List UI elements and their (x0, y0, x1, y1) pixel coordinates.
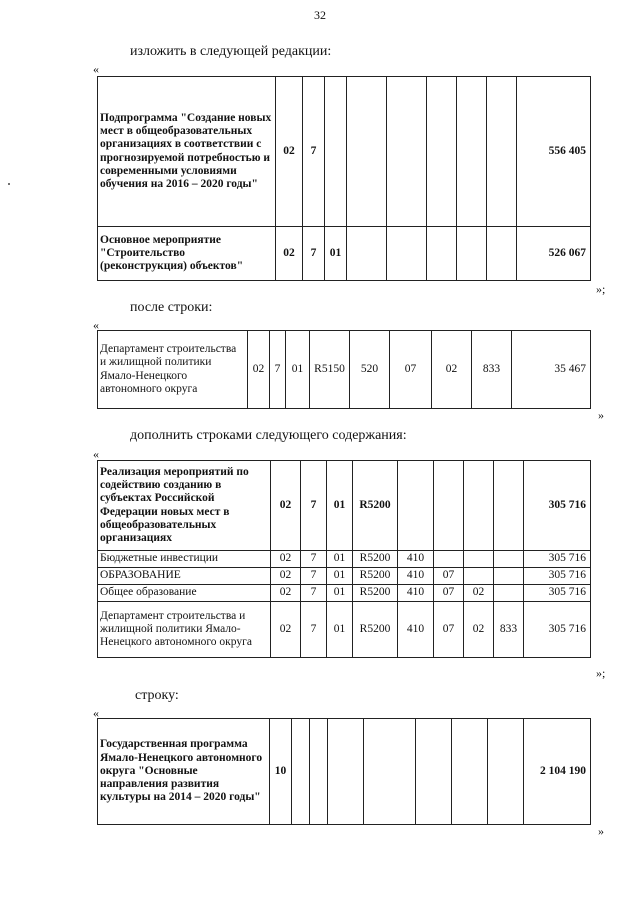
cell-code: 7 (301, 585, 327, 602)
cell-code (387, 77, 427, 227)
cell-code: 410 (398, 602, 434, 658)
page-number: 32 (314, 8, 326, 22)
cell-code: 07 (434, 568, 464, 585)
cell-code (464, 551, 494, 568)
cell-code: 7 (270, 331, 286, 409)
cell-code: 7 (303, 227, 325, 281)
cell-code (292, 719, 310, 825)
row-name: Бюджетные инвестиции (98, 551, 271, 568)
cell-code (494, 551, 524, 568)
cell-code (347, 77, 387, 227)
cell-code: 01 (286, 331, 310, 409)
cell-code: 833 (494, 602, 524, 658)
cell-amount: 556 405 (517, 77, 591, 227)
cell-code: R5200 (353, 461, 398, 551)
table-row (98, 602, 591, 658)
section2-table (97, 330, 591, 409)
section4-close-quote: » (598, 824, 604, 838)
section2-intro: после строки: (130, 300, 213, 315)
row-name: Департамент строительства и жилищной политики Ямало-Ненецкого автономного округа (98, 331, 248, 409)
cell-code (487, 227, 517, 281)
cell-code (398, 461, 434, 551)
section4-table (97, 718, 591, 825)
cell-code (427, 77, 457, 227)
cell-amount: 305 716 (524, 602, 591, 658)
cell-code: R5150 (310, 331, 350, 409)
section3-open-quote: « (93, 447, 99, 461)
cell-code (434, 551, 464, 568)
cell-code: 07 (434, 602, 464, 658)
cell-code (364, 719, 416, 825)
cell-code: 02 (271, 602, 301, 658)
cell-code: 02 (276, 227, 303, 281)
cell-code: 7 (301, 568, 327, 585)
cell-amount: 526 067 (517, 227, 591, 281)
row-name: Реализация мероприятий по содействию созданию в субъектах Российской Федерации новых мест в общеобразовательных организациях (98, 461, 271, 551)
cell-code: R5200 (353, 551, 398, 568)
cell-code: R5200 (353, 602, 398, 658)
row-name: Государственная программа Ямало-Ненецкого автономного округа "Основные направления развития культуры на 2014 – 2020 годы" (98, 719, 270, 825)
row-name: Основное мероприятие "Строительство (реконструкция) объектов" (98, 227, 276, 281)
cell-code: 02 (276, 77, 303, 227)
cell-amount: 305 716 (524, 461, 591, 551)
cell-code: 02 (271, 568, 301, 585)
cell-code (457, 77, 487, 227)
cell-code (494, 461, 524, 551)
cell-code: 01 (327, 585, 353, 602)
cell-amount: 305 716 (524, 585, 591, 602)
cell-amount: 305 716 (524, 551, 591, 568)
cell-code (347, 227, 387, 281)
cell-code (487, 77, 517, 227)
section2-open-quote: « (93, 318, 99, 332)
cell-code (452, 719, 488, 825)
table-row (98, 227, 591, 281)
table-row (98, 461, 591, 551)
cell-code (387, 227, 427, 281)
cell-code: 01 (327, 551, 353, 568)
cell-code: 02 (271, 551, 301, 568)
table-row (98, 568, 591, 585)
cell-code: 07 (434, 585, 464, 602)
section1-intro: изложить в следующей редакции: (130, 44, 332, 59)
cell-code (310, 719, 328, 825)
row-name: Департамент строительства и жилищной политики Ямало-Ненецкого автономного округа (98, 602, 271, 658)
cell-amount: 305 716 (524, 568, 591, 585)
section4-intro: строку: (135, 688, 179, 703)
cell-code: R5200 (353, 568, 398, 585)
cell-code: 02 (464, 602, 494, 658)
cell-code: 02 (271, 461, 301, 551)
scan-speck (8, 183, 10, 185)
cell-code (328, 719, 364, 825)
cell-code: 410 (398, 551, 434, 568)
section4-open-quote: « (93, 706, 99, 720)
row-name: Подпрограмма "Создание новых мест в общеобразовательных организациях в соответствии с прогнозируемой потребностью и современными условиями обучения на 2016 – 2020 годы" (98, 77, 276, 227)
cell-code (494, 568, 524, 585)
cell-code: 02 (464, 585, 494, 602)
cell-code: R5200 (353, 585, 398, 602)
table-row (98, 77, 591, 227)
cell-code (464, 568, 494, 585)
section3-table (97, 460, 591, 658)
cell-code (464, 461, 494, 551)
section3-close-quote: »; (596, 666, 606, 680)
section2-close-quote: » (598, 408, 604, 422)
table-row (98, 331, 591, 409)
table-row (98, 719, 591, 825)
cell-code: 02 (248, 331, 270, 409)
cell-code (457, 227, 487, 281)
cell-code: 7 (303, 77, 325, 227)
cell-code: 02 (432, 331, 472, 409)
cell-code (325, 77, 347, 227)
section3-intro: дополнить строками следующего содержания: (130, 428, 407, 443)
cell-code: 7 (301, 551, 327, 568)
cell-code (427, 227, 457, 281)
row-name: Общее образование (98, 585, 271, 602)
section1-open-quote: « (93, 62, 99, 76)
cell-code: 02 (271, 585, 301, 602)
cell-code (494, 585, 524, 602)
cell-code: 7 (301, 602, 327, 658)
section1-table (97, 76, 591, 281)
cell-code: 10 (270, 719, 292, 825)
cell-code: 520 (350, 331, 390, 409)
cell-code (416, 719, 452, 825)
cell-code: 07 (390, 331, 432, 409)
cell-code: 01 (327, 461, 353, 551)
cell-amount: 2 104 190 (524, 719, 591, 825)
cell-code (488, 719, 524, 825)
table-row (98, 585, 591, 602)
section1-close-quote: »; (596, 282, 606, 296)
cell-code: 410 (398, 585, 434, 602)
cell-code: 410 (398, 568, 434, 585)
cell-code (434, 461, 464, 551)
row-name: ОБРАЗОВАНИЕ (98, 568, 271, 585)
table-row (98, 551, 591, 568)
cell-code: 833 (472, 331, 512, 409)
cell-code: 01 (327, 568, 353, 585)
cell-code: 01 (327, 602, 353, 658)
cell-amount: 35 467 (512, 331, 591, 409)
cell-code: 01 (325, 227, 347, 281)
cell-code: 7 (301, 461, 327, 551)
